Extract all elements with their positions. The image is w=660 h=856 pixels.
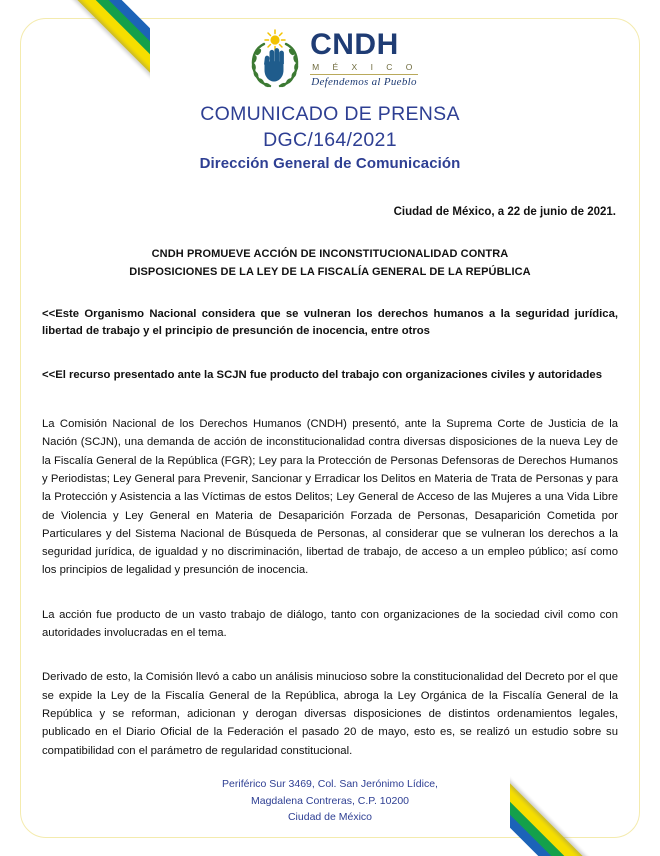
logo-wordmark [310,30,418,88]
cndh-emblem-icon [242,28,308,90]
body-paragraph-1: La Comisión Nacional de los Derechos Humanos (CNDH) presentó, ante la Suprema Corte de Justicia de la Nación (SCJN), una demanda de acción de inconstitucionalidad contra diversas disposiciones de la nueva Ley de la Fiscalía General de la República (FGR); Ley para la Protección de Personas Defensoras de Derechos Humanos y Periodistas; Ley General para Prevenir, Sancionar y Erradicar los Delitos en Materia de Trata de Personas y para la Protección y Asistencia a las Víctimas de estos Delitos; Ley General de Acceso de las Mujeres a una Vida Libre de Violencia y Ley General en Materia de Desaparición Forzada de Personas, Desaparición Cometida por Particulares y del Sistema Nacional de Búsqueda de Personas, al considerar que se vulneran los derechos a la seguridad jurídica, de igualdad y no discriminación, libertad de trabajo, de acceso a un empleo público; así como los principios de legalidad y presunción de inocencia. [42,418,618,577]
page-title-line-1: COMUNICADO DE PRENSA [200,103,460,125]
press-headline-line-1: CNDH PROMUEVE ACCIÓN DE INCONSTITUCIONALIDAD CONTRA [151,248,509,261]
corner-ribbon-top-left [0,0,150,150]
logo-divider [310,74,418,75]
page-subtitle: Dirección General de Comunicación [199,155,461,173]
press-headline-line-2: DISPOSICIONES DE LA LEY DE LA FISCALÍA GENERAL DE LA REPÚBLICA [129,265,531,278]
logo-tagline: Defendemos al Pueblo [311,75,417,88]
logo-acronym: CNDH [310,28,399,62]
logo-country: M É X I C O [312,62,418,73]
body-paragraph-2: La acción fue producto de un vasto trabajo de diálogo, tanto con organizaciones de la sociedad civil como con autoridades involucradas en el tema. [42,608,618,640]
footer-address-line-3: Ciudad de México [287,811,373,824]
bullet-point-1: <<Este Organismo Nacional considera que se vulneran los derechos humanos a la seguridad jurídica, libertad de trabajo y el principio de presunción de inocencia, entre otros [42,307,618,338]
dateline: Ciudad de México, a 22 de junio de 2021. [393,206,616,219]
page-title-line-2: DGC/164/2021 [263,128,397,151]
body-paragraph-3: Derivado de esto, la Comisión llevó a cabo un análisis minucioso sobre la constitucionalidad del Decreto por el que se expide la Ley de la Fiscalía General de la República, abroga la Ley Orgánica de la Fiscalía General de la República y se reforman, adicionan y derogan diversas disposiciones de distintos ordenamientos legales, publicado en el Diario Oficial de la Federación el pasado 20 de mayo, esto es, se realizó un estudio sobre su compatibilidad con el parámetro de regularidad constitucional. [42,671,618,757]
bullet-point-2: <<El recurso presentado ante la SCJN fue producto del trabajo con organizaciones civiles y autoridades [42,368,602,381]
footer-address-line-1: Periférico Sur 3469, Col. San Jerónimo Lídice, [222,778,438,791]
footer-address-line-2: Magdalena Contreras, C.P. 10200 [251,794,409,807]
corner-ribbon-bottom-right [510,706,660,856]
press-headline [42,246,618,280]
cndh-logo [242,28,418,90]
